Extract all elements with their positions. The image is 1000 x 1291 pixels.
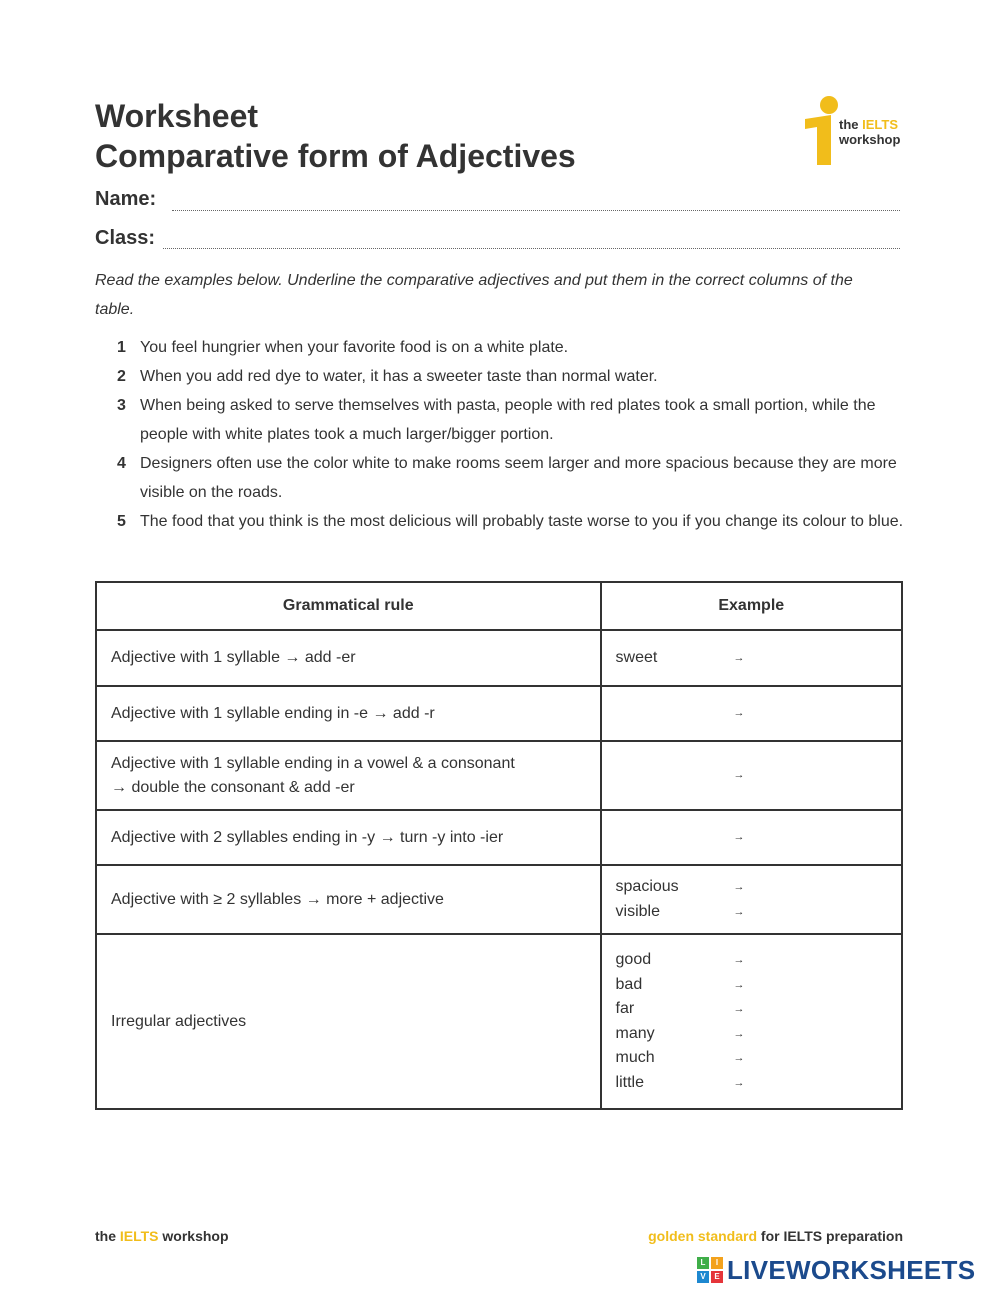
rule-cell: Irregular adjectives xyxy=(96,934,601,1109)
rule-cell: Adjective with 2 syllables ending in -y → turn -y into -ier xyxy=(96,810,601,865)
example-word: spacious xyxy=(615,878,679,895)
rule-cell: Adjective with 1 syllable ending in -e → add -r xyxy=(96,686,601,741)
arrow-icon: → xyxy=(733,1003,745,1015)
table-row xyxy=(96,865,902,934)
example-cell[interactable] xyxy=(601,934,902,1109)
example-word: little xyxy=(615,1073,644,1091)
arrow-icon: → xyxy=(733,651,745,664)
arrow-icon: → xyxy=(733,707,745,720)
list-item: 5 The food that you think is the most delicious will probably taste worse to you if you change its colour to blue. xyxy=(117,513,904,530)
logo-ielts: IELTS xyxy=(862,117,898,132)
arrow-icon: → xyxy=(733,978,745,991)
list-item: 1 You feel hungrier when your favorite food is on a white plate. xyxy=(117,339,569,356)
example-word: good xyxy=(615,951,652,968)
name-label: Name: xyxy=(95,188,157,210)
arrow-icon: → xyxy=(733,769,745,782)
rule-cell: Adjective with 1 syllable → add -er xyxy=(96,630,601,686)
examples-list xyxy=(117,333,907,536)
example-cell[interactable] xyxy=(601,630,902,686)
example-cell[interactable] xyxy=(601,865,902,934)
rule-cell: Adjective with ≥ 2 syllables → more + adjective xyxy=(96,865,601,934)
example-cell[interactable] xyxy=(601,686,902,741)
example-word: much xyxy=(615,1049,655,1066)
arrow-icon: → xyxy=(733,1052,745,1064)
example-cell[interactable] xyxy=(601,810,902,865)
table-row xyxy=(96,686,902,741)
logo-workshop: workshop xyxy=(839,132,901,147)
arrow-icon: → xyxy=(733,831,745,844)
table-row xyxy=(96,934,902,1109)
example-word: visible xyxy=(615,902,660,920)
list-item: 4 Designers often use the color white to make rooms seem larger and more spacious because they are more visible on the roads. xyxy=(117,455,897,501)
example-word: bad xyxy=(615,975,643,993)
arrow-icon: → xyxy=(733,905,745,918)
table-row xyxy=(96,810,902,865)
example-word xyxy=(616,825,734,850)
footer-tagline: golden standard for IELTS preparation xyxy=(648,1228,903,1244)
example-cell[interactable] xyxy=(601,741,902,810)
title-line-1: Worksheet xyxy=(95,98,259,134)
name-field[interactable] xyxy=(172,210,900,211)
arrow-icon: → xyxy=(733,1076,745,1089)
liveworksheets-brand xyxy=(697,1255,975,1285)
arrow-icon: → xyxy=(733,1027,745,1040)
arrow-icon: → xyxy=(733,954,745,966)
list-item: 3 When being asked to serve themselves with pasta, people with red plates took a small portion, while the people with white plates took a much larger/bigger portion. xyxy=(117,397,876,443)
page-title xyxy=(95,96,576,176)
table-header-row xyxy=(96,582,902,630)
grammar-table xyxy=(95,581,903,1110)
list-item: 2 When you add red dye to water, it has a sweeter taste than normal water. xyxy=(117,368,658,385)
rule-cell: Adjective with 1 syllable ending in a vowel & a consonant → double the consonant & add -er xyxy=(96,741,601,810)
footer-brand: the IELTS workshop xyxy=(95,1228,229,1244)
table-row xyxy=(96,630,902,686)
header-example: Example xyxy=(601,582,902,630)
liveworksheets-text: LIVEWORKSHEETS xyxy=(727,1254,976,1285)
ielts-workshop-logo xyxy=(803,95,923,167)
arrow-icon: → xyxy=(733,881,745,893)
example-word xyxy=(616,763,734,788)
example-word xyxy=(616,701,734,726)
example-word: many xyxy=(615,1024,655,1042)
table-row xyxy=(96,741,902,810)
class-label: Class: xyxy=(95,227,156,249)
title-line-2: Comparative form of Adjectives xyxy=(95,138,576,174)
example-word: far xyxy=(615,1000,635,1017)
i-logo-icon xyxy=(803,95,843,167)
class-field[interactable] xyxy=(163,248,900,249)
header-grammatical-rule: Grammatical rule xyxy=(96,582,601,630)
example-word: sweet xyxy=(615,648,658,666)
liveworksheets-icon: L I V E xyxy=(697,1257,723,1283)
logo-the: the xyxy=(839,117,859,132)
instructions: Read the examples below. Underline the comparative adjectives and put them in the correct columns of the table. xyxy=(95,272,853,318)
